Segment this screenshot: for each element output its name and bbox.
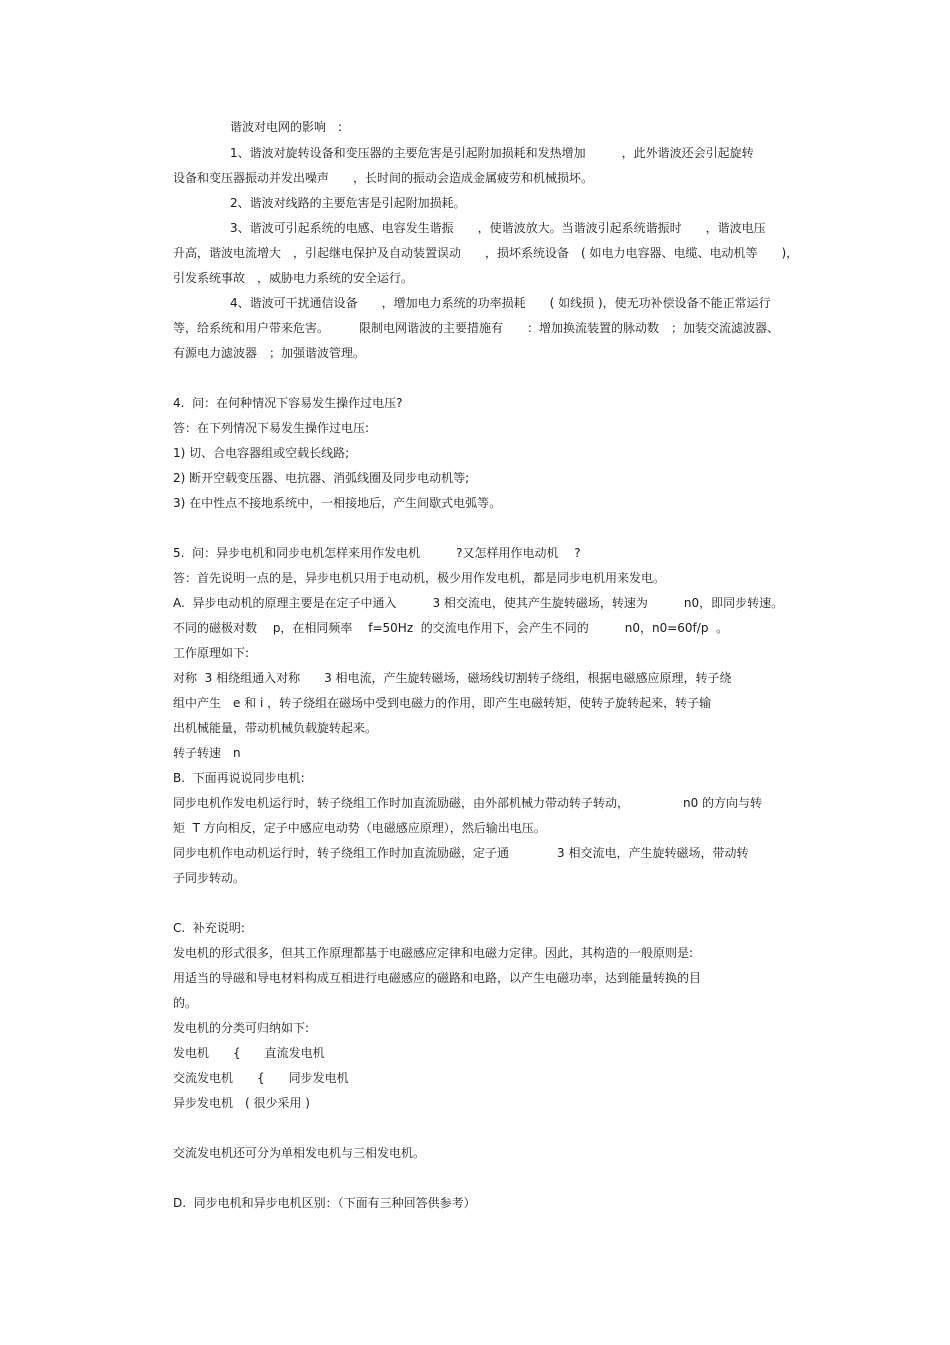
harmonics-p3-line1: 3、谐波可引起系统的电感、电容发生谐振 ，使谐波放大。当谐波引起系统谐振时 ，谐波电压 — [230, 221, 766, 235]
q5-d-line1: D. 同步电机和异步电机区别：（下面有三种回答供参考） — [173, 1196, 476, 1210]
q5-answer: 答：首先说明一点的是，异步电机只用于电动机，极少用作发电机，都是同步电机用来发电。 — [173, 571, 666, 585]
q5-c-line9: 交流发电机还可分为单相发电机与三相发电机。 — [173, 1146, 426, 1160]
q4-question: 4. 问：在何种情况下容易发生操作过电压? — [173, 396, 403, 410]
harmonics-p1-line2: 设备和变压器振动并发出噪声 ，长时间的振动会造成金属疲劳和机械损坏。 — [173, 171, 594, 185]
q5-c-line4: 的。 — [173, 996, 198, 1010]
harmonics-p2-line1: 2、谐波对线路的主要危害是引起附加损耗。 — [230, 196, 466, 210]
q4-item-2: 2) 断开空载变压器、电抗器、消弧线圈及同步电动机等; — [173, 471, 470, 485]
harmonics-p4-line2: 等，给系统和用户带来危害。 限制电网谐波的主要措施有 ：增加换流装置的脉动数 ；加装交流滤波器、 — [173, 321, 780, 335]
q5-b-line1: B. 下面再说说同步电机: — [173, 771, 305, 785]
q5-b-line3: 矩 T 方向相反，定子中感应电动势（电磁感应原理），然后输出电压。 — [173, 821, 546, 835]
q5-a-line1: A. 异步电动机的原理主要是在定子中通入 3 相交流电，使其产生旋转磁场，转速为 n0，即同步转速。 — [173, 596, 784, 610]
q5-c-line2: 发电机的形式很多，但其工作原理都基于电磁感应定律和电磁力定律。因此，其构造的一般原则是: — [173, 946, 694, 960]
q5-a-line7: 转子转速 n — [173, 746, 241, 760]
harmonics-title: 谐波对电网的影响 : — [230, 120, 343, 134]
q5-b-line4: 同步电机作电动机运行时，转子绕组工作时加直流励磁，定子通 3 相交流电，产生旋转磁场，带动转 — [173, 846, 749, 860]
q5-a-line2: 不同的磁极对数 p，在相同频率 f=50Hz 的交流电作用下，会产生不同的 n0，n0=60f/p 。 — [173, 621, 729, 635]
q4-item-1: 1) 切、合电容器组或空载长线路; — [173, 446, 350, 460]
q5-a-line3: 工作原理如下: — [173, 646, 250, 660]
q5-c-line6: 发电机 { 直流发电机 — [173, 1046, 325, 1060]
harmonics-p4-line1: 4、谐波可干扰通信设备 ，增加电力系统的功率损耗 ( 如线损 )，使无功补偿设备不能正常运行 — [230, 296, 771, 310]
q5-c-line8: 异步发电机 ( 很少采用 ) — [173, 1096, 310, 1110]
q5-c-line1: C. 补充说明: — [173, 921, 245, 935]
q4-answer: 答：在下列情况下易发生操作过电压: — [173, 421, 370, 435]
q5-question: 5. 问：异步电机和同步电机怎样来用作发电机 ?又怎样用作电动机 ? — [173, 546, 581, 560]
q5-a-line5: 组中产生 e 和 i ，转子绕组在磁场中受到电磁力的作用，即产生电磁转矩，使转子旋转起来，转子输 — [173, 696, 712, 710]
q5-a-line6: 出机械能量，带动机械负载旋转起来。 — [173, 721, 378, 735]
harmonics-p3-line3: 引发系统事故 ，威胁电力系统的安全运行。 — [173, 271, 414, 285]
q5-a-line4: 对称 3 相绕组通入对称 3 相电流，产生旋转磁场，磁场线切割转子绕组，根据电磁感应原理，转子绕 — [173, 671, 732, 685]
q5-c-line7: 交流发电机 { 同步发电机 — [173, 1071, 349, 1085]
harmonics-p3-line2: 升高，谐波电流增大 ，引起继电保护及自动装置误动 ，损坏系统设备 ( 如电力电容器、电缆、电动机等 )， — [173, 246, 799, 260]
q5-c-line5: 发电机的分类可归纳如下: — [173, 1021, 310, 1035]
q5-c-line3: 用适当的导磁和导电材料构成互相进行电磁感应的磁路和电路，以产生电磁功率，达到能量转换的目 — [173, 971, 702, 985]
q5-b-line5: 子同步转动。 — [173, 871, 246, 885]
harmonics-p4-line3: 有源电力滤波器 ；加强谐波管理。 — [173, 346, 366, 360]
harmonics-p1-line1: 1、谐波对旋转设备和变压器的主要危害是引起附加损耗和发热增加 ，此外谐波还会引起旋转 — [230, 146, 754, 160]
q4-item-3: 3) 在中性点不接地系统中，一相接地后，产生间歇式电弧等。 — [173, 496, 502, 510]
q5-b-line2: 同步电机作发电机运行时，转子绕组工作时加直流励磁，由外部机械力带动转子转动， n0 的方向与转 — [173, 796, 763, 810]
